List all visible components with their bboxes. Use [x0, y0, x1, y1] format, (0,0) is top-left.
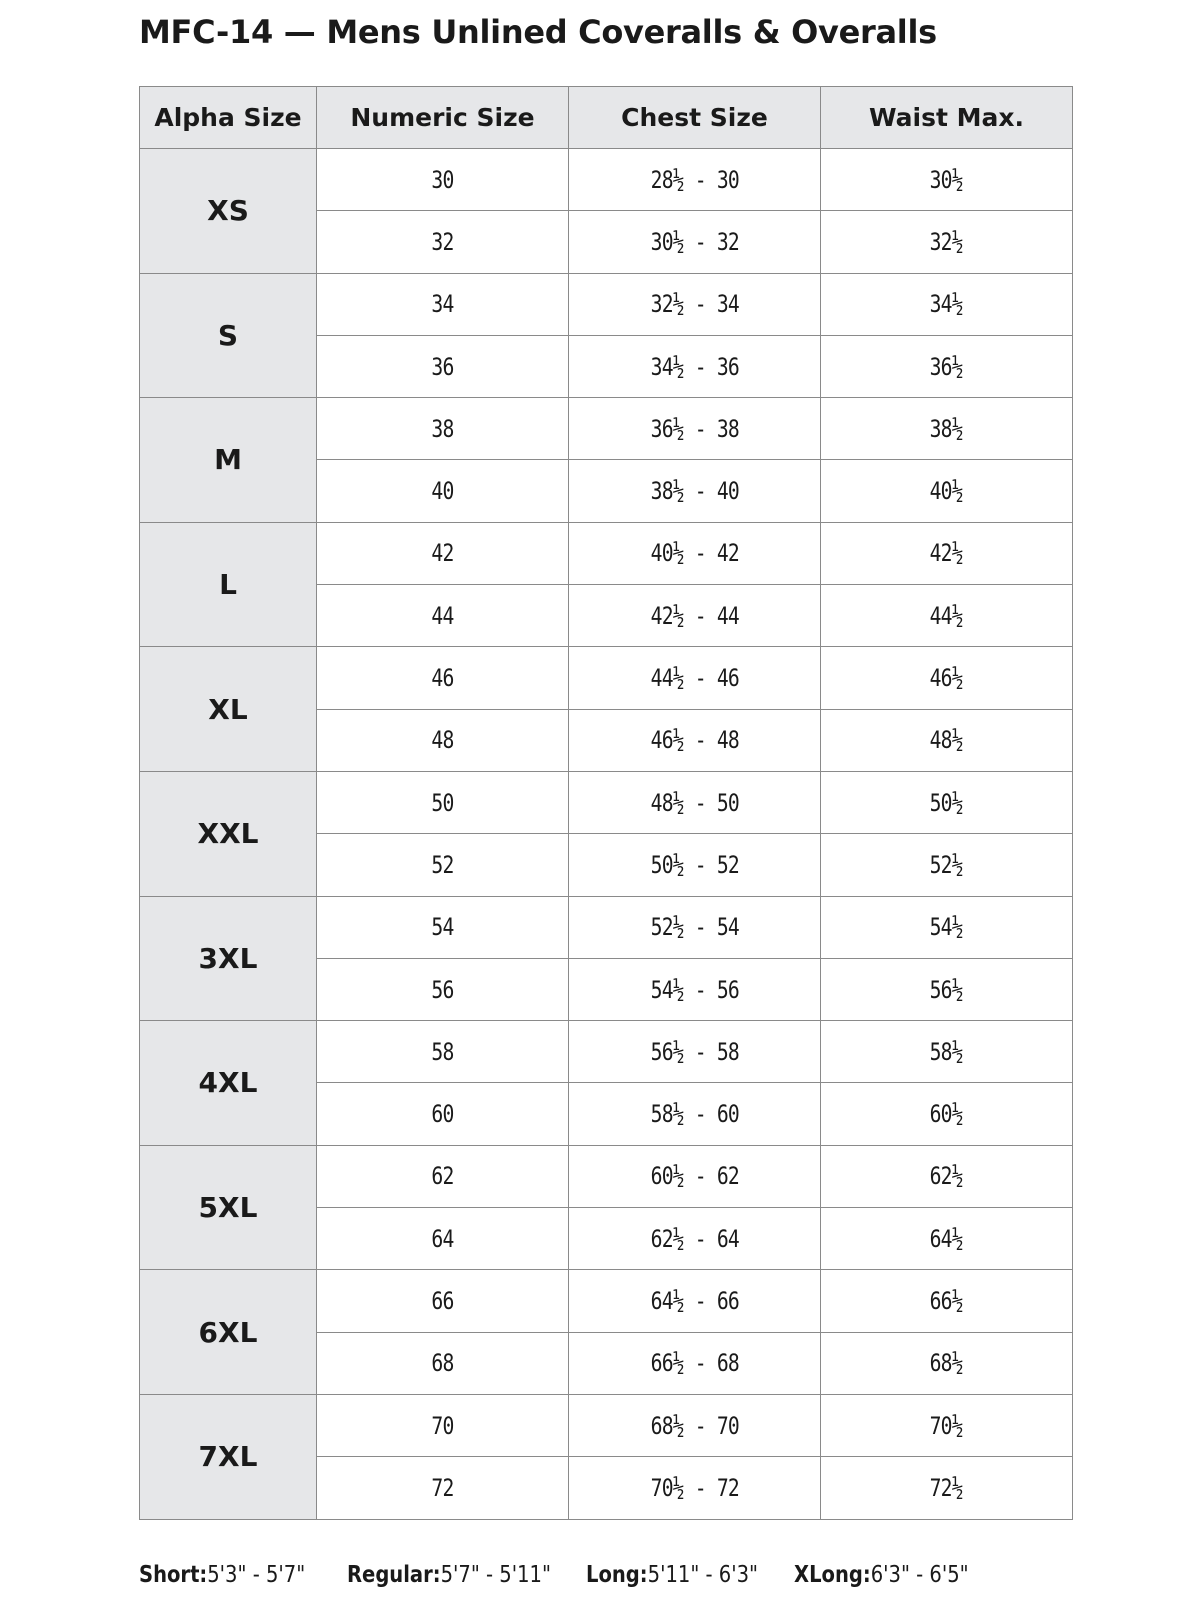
waist-size-cell — [821, 1145, 1073, 1207]
alpha-size-header: Alpha Size — [140, 87, 317, 149]
inseam-legend — [139, 1555, 1119, 1595]
waist-value: 68½ — [929, 1349, 964, 1378]
waist-size-cell — [821, 335, 1073, 397]
chest-value: 40½ - 42 — [650, 539, 739, 568]
chest-value: 44½ - 46 — [650, 664, 739, 693]
numeric-size-cell — [317, 896, 569, 958]
footer-label: XLong: — [794, 1562, 871, 1588]
footer-item-regular — [347, 1555, 551, 1595]
waist-size-cell — [821, 647, 1073, 709]
numeric-size-cell — [317, 709, 569, 771]
numeric-value: 52 — [431, 850, 454, 879]
numeric-value: 60 — [431, 1100, 454, 1129]
waist-value: 50½ — [929, 788, 964, 817]
footer-label: Short: — [139, 1562, 208, 1588]
table-row — [140, 273, 1073, 335]
numeric-value: 58 — [431, 1037, 454, 1066]
table-row — [140, 1145, 1073, 1207]
chest-value: 64½ - 66 — [650, 1286, 739, 1315]
numeric-value: 32 — [431, 227, 454, 256]
alpha-size-cell: XS — [140, 149, 317, 274]
numeric-value: 64 — [431, 1224, 454, 1253]
numeric-value: 38 — [431, 414, 454, 443]
numeric-size-cell — [317, 1394, 569, 1456]
footer-value: 5'11" - 6'3" — [647, 1562, 759, 1588]
chest-size-cell — [569, 1021, 821, 1083]
waist-value: 54½ — [929, 913, 964, 942]
chest-value: 70½ - 72 — [650, 1473, 739, 1502]
waist-size-cell — [821, 709, 1073, 771]
waist-value: 64½ — [929, 1224, 964, 1253]
waist-value: 70½ — [929, 1411, 964, 1440]
footer-label: Long: — [586, 1562, 648, 1588]
numeric-value: 54 — [431, 913, 454, 942]
waist-size-cell — [821, 211, 1073, 273]
numeric-size-cell — [317, 335, 569, 397]
waist-value: 36½ — [929, 352, 964, 381]
numeric-size-cell — [317, 958, 569, 1020]
table-row — [140, 647, 1073, 709]
waist-size-cell — [821, 522, 1073, 584]
waist-value: 52½ — [929, 850, 964, 879]
numeric-size-cell — [317, 460, 569, 522]
waist-value: 72½ — [929, 1473, 964, 1502]
numeric-size-cell — [317, 1457, 569, 1519]
alpha-size-cell: M — [140, 398, 317, 523]
numeric-value: 62 — [431, 1162, 454, 1191]
chest-value: 48½ - 50 — [650, 788, 739, 817]
chest-size-cell — [569, 958, 821, 1020]
footer-label: Regular: — [347, 1562, 441, 1588]
waist-value: 46½ — [929, 664, 964, 693]
waist-size-cell — [821, 1021, 1073, 1083]
numeric-value: 56 — [431, 975, 454, 1004]
waist-size-cell — [821, 149, 1073, 211]
chest-size-cell — [569, 335, 821, 397]
waist-size-cell — [821, 896, 1073, 958]
chest-value: 56½ - 58 — [650, 1037, 739, 1066]
table-row — [140, 1021, 1073, 1083]
waist-value: 32½ — [929, 227, 964, 256]
waist-value: 66½ — [929, 1286, 964, 1315]
chest-size-cell — [569, 149, 821, 211]
numeric-size-cell — [317, 1270, 569, 1332]
waist-size-cell — [821, 834, 1073, 896]
chest-size-cell — [569, 1208, 821, 1270]
chest-value: 34½ - 36 — [650, 352, 739, 381]
waist-size-cell — [821, 585, 1073, 647]
waist-value: 30½ — [929, 165, 964, 194]
chest-value: 58½ - 60 — [650, 1100, 739, 1129]
chest-size-cell — [569, 771, 821, 833]
footer-value: 5'7" - 5'11" — [440, 1562, 551, 1588]
numeric-value: 70 — [431, 1411, 454, 1440]
waist-size-cell — [821, 1332, 1073, 1394]
alpha-size-cell: XL — [140, 647, 317, 772]
numeric-value: 42 — [431, 539, 454, 568]
alpha-size-cell: S — [140, 273, 317, 398]
page-title: MFC-14 — Mens Unlined Coveralls & Overalls — [139, 13, 937, 51]
chest-value: 68½ - 70 — [650, 1411, 739, 1440]
table-row — [140, 1270, 1073, 1332]
numeric-value: 46 — [431, 664, 454, 693]
table-row — [140, 522, 1073, 584]
chest-size-cell — [569, 1394, 821, 1456]
waist-value: 44½ — [929, 601, 964, 630]
alpha-size-cell: 7XL — [140, 1394, 317, 1519]
footer-item-short — [139, 1555, 305, 1595]
chest-size-cell — [569, 1457, 821, 1519]
waist-value: 48½ — [929, 726, 964, 755]
chest-value: 30½ - 32 — [650, 227, 739, 256]
chest-value: 42½ - 44 — [650, 601, 739, 630]
chest-size-cell — [569, 522, 821, 584]
numeric-size-cell — [317, 1145, 569, 1207]
chest-size-cell — [569, 1270, 821, 1332]
chest-size-cell — [569, 709, 821, 771]
alpha-size-cell: 3XL — [140, 896, 317, 1021]
numeric-size-cell — [317, 647, 569, 709]
waist-value: 42½ — [929, 539, 964, 568]
numeric-value: 40 — [431, 477, 454, 506]
chest-size-cell — [569, 1332, 821, 1394]
waist-value: 58½ — [929, 1037, 964, 1066]
chest-size-cell — [569, 647, 821, 709]
numeric-size-cell — [317, 211, 569, 273]
numeric-size-cell — [317, 149, 569, 211]
numeric-value: 68 — [431, 1349, 454, 1378]
chest-value: 54½ - 56 — [650, 975, 739, 1004]
chest-value: 66½ - 68 — [650, 1349, 739, 1378]
numeric-size-cell — [317, 1021, 569, 1083]
numeric-value: 30 — [431, 165, 454, 194]
chest-size-cell — [569, 211, 821, 273]
waist-value: 60½ — [929, 1100, 964, 1129]
numeric-size-cell — [317, 1332, 569, 1394]
table-row — [140, 896, 1073, 958]
numeric-value: 34 — [431, 290, 454, 319]
alpha-size-cell: L — [140, 522, 317, 647]
waist-size-cell — [821, 273, 1073, 335]
chest-value: 52½ - 54 — [650, 913, 739, 942]
table-row — [140, 1394, 1073, 1456]
footer-value: 5'3" - 5'7" — [207, 1562, 306, 1588]
alpha-size-cell: 5XL — [140, 1145, 317, 1270]
chest-value: 38½ - 40 — [650, 477, 739, 506]
numeric-size-header: Numeric Size — [317, 87, 569, 149]
numeric-value: 50 — [431, 788, 454, 817]
waist-size-cell — [821, 1394, 1073, 1456]
waist-max-header: Waist Max. — [821, 87, 1073, 149]
waist-value: 38½ — [929, 414, 964, 443]
header-row — [140, 87, 1073, 149]
waist-value: 56½ — [929, 975, 964, 1004]
alpha-size-cell: 6XL — [140, 1270, 317, 1395]
numeric-size-cell — [317, 771, 569, 833]
waist-size-cell — [821, 771, 1073, 833]
numeric-size-cell — [317, 1208, 569, 1270]
size-chart-body — [140, 149, 1073, 1520]
waist-size-cell — [821, 460, 1073, 522]
numeric-size-cell — [317, 273, 569, 335]
footer-item-long — [586, 1555, 758, 1595]
waist-size-cell — [821, 1270, 1073, 1332]
chest-value: 50½ - 52 — [650, 850, 739, 879]
chest-size-header: Chest Size — [569, 87, 821, 149]
waist-size-cell — [821, 398, 1073, 460]
numeric-size-cell — [317, 585, 569, 647]
chest-size-cell — [569, 585, 821, 647]
numeric-size-cell — [317, 1083, 569, 1145]
table-row — [140, 771, 1073, 833]
size-chart-table — [139, 86, 1073, 1520]
footer-item-xlong — [794, 1555, 969, 1595]
chest-value: 60½ - 62 — [650, 1162, 739, 1191]
chest-size-cell — [569, 398, 821, 460]
chest-size-cell — [569, 273, 821, 335]
waist-value: 34½ — [929, 290, 964, 319]
chest-value: 36½ - 38 — [650, 414, 739, 443]
waist-size-cell — [821, 958, 1073, 1020]
waist-value: 40½ — [929, 477, 964, 506]
numeric-value: 36 — [431, 352, 454, 381]
chest-size-cell — [569, 896, 821, 958]
chest-size-cell — [569, 1083, 821, 1145]
alpha-size-cell: 4XL — [140, 1021, 317, 1146]
numeric-size-cell — [317, 522, 569, 584]
numeric-value: 44 — [431, 601, 454, 630]
chest-value: 46½ - 48 — [650, 726, 739, 755]
waist-size-cell — [821, 1457, 1073, 1519]
table-row — [140, 149, 1073, 211]
alpha-size-cell: XXL — [140, 771, 317, 896]
numeric-size-cell — [317, 834, 569, 896]
chest-size-cell — [569, 460, 821, 522]
chest-value: 62½ - 64 — [650, 1224, 739, 1253]
footer-value: 6'3" - 6'5" — [870, 1562, 969, 1588]
numeric-size-cell — [317, 398, 569, 460]
chest-size-cell — [569, 1145, 821, 1207]
chest-value: 28½ - 30 — [650, 165, 739, 194]
numeric-value: 48 — [431, 726, 454, 755]
numeric-value: 72 — [431, 1473, 454, 1502]
chest-value: 32½ - 34 — [650, 290, 739, 319]
waist-size-cell — [821, 1208, 1073, 1270]
waist-value: 62½ — [929, 1162, 964, 1191]
waist-size-cell — [821, 1083, 1073, 1145]
chest-size-cell — [569, 834, 821, 896]
table-row — [140, 398, 1073, 460]
numeric-value: 66 — [431, 1286, 454, 1315]
